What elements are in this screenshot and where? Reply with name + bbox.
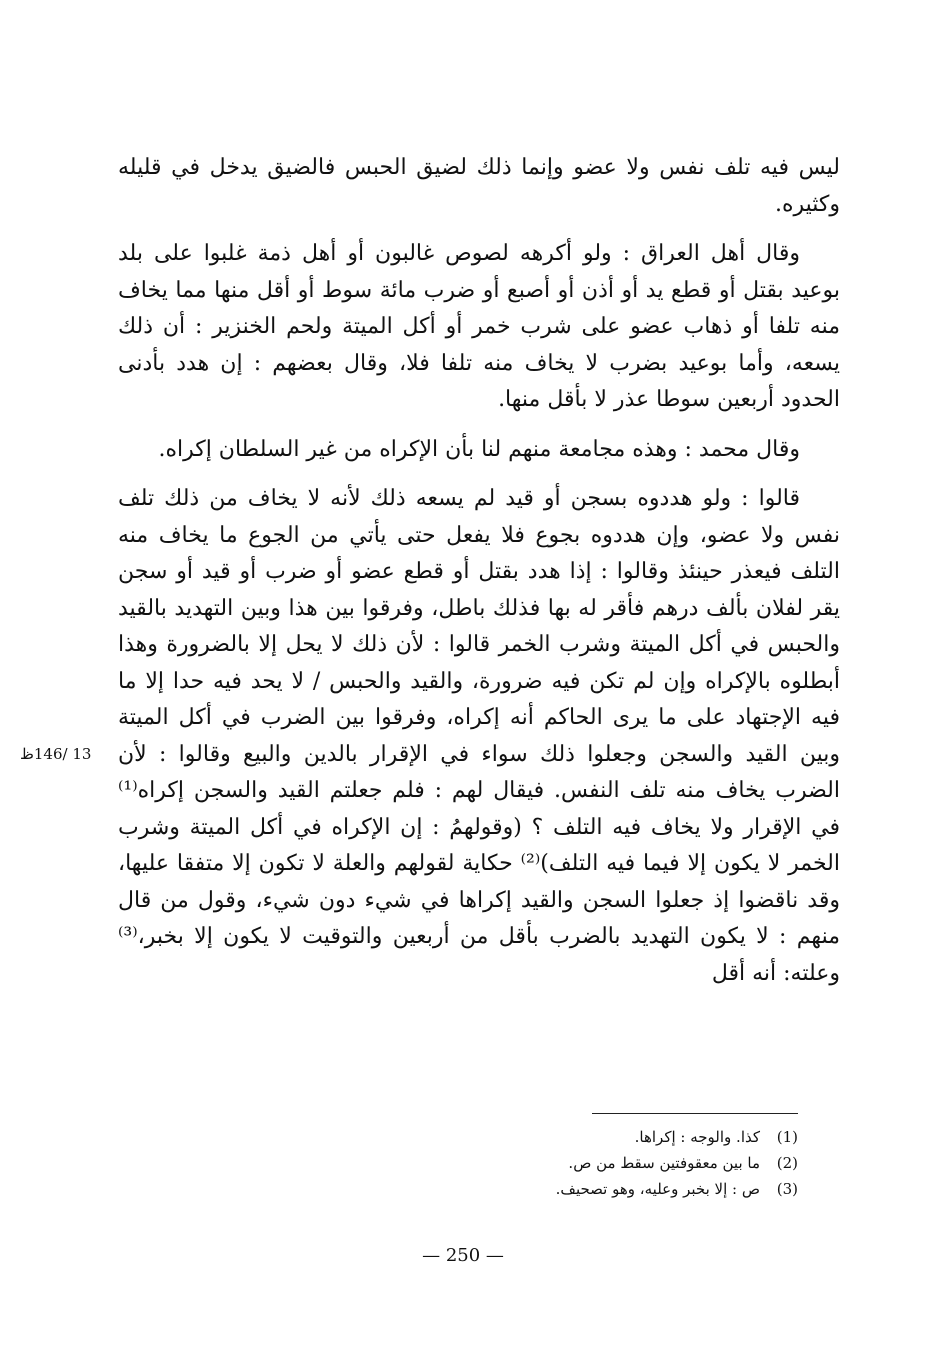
- footnote-2: [380, 1150, 798, 1176]
- main-text: [118, 150, 840, 1005]
- manuscript-folio-reference: 13 /146ظ: [20, 745, 92, 763]
- footnote-text: كذا. والوجه : إكراها.: [634, 1128, 760, 1146]
- paragraph-1: ليس فيه تلف نفس ولا عضو وإنما ذلك لضيق الحبس فالضيق يدخل في قليله وكثيره.: [118, 155, 840, 217]
- paragraph-4: قالوا : ولو هددوه بسجن أو قيد لم يسعه ذلك لأنه لا يخاف من ذلك تلف نفس ولا عضو، وإن هددوه بجوع فلا يفعل حتى يأتي من الجوع ما يخاف منه التلف فيعذر حينئذ وقالوا : إذا هدد بقتل أو قطع عضو أو ضرب أو قيد أو سجن يقر لفلان بألف درهم فأقر له بها فذلك باطل، وفرقوا بين هذا وبين التهديد بالقيد والحبس في أكل الميتة وشرب الخمر قالوا : لأن ذلك لا يحل إلا بالضرورة وهذا أبطلوه بالإكراه وإن لم تكن فيه ضرورة، والقيد والحبس / لا يحد فيه حدا إلا ما فيه الإجتهاد على ما يرى الحاكم أنه إكراه، وفرقوا بين الضرب في أكل الميتة وبين القيد والسجن وجعلوا ذلك سواء في الإقرار بالدين والبيع وقالوا : لأن الضرب يخاف منه تلف النفس. فيقال لهم : فلم جعلتم القيد والسجن إكراه⁽¹⁾ في الإقرار ولا يخاف فيه التلف ؟ (وقولهمُ : إن الإكراه في أكل الميتة وشرب الخمر لا يكون إلا فيما فيه التلف)⁽²⁾ حكاية لقولهم والعلة لا تكون إلا متفقا عليها، وقد ناقضوا إذ جعلوا السجن والقيد إكراها في شيء دون شيء، وقول من قال منهم : لا يكون التهديد بالضرب بأقل من أربعين والتوقيت لا يكون إلا بخبر،⁽³⁾ وعلته: أنه أقل: [118, 486, 840, 986]
- footnote-3: [380, 1176, 798, 1202]
- paragraph-3: وقال محمد : وهذه مجامعة منهم لنا بأن الإكراه من غير السلطان إكراه.: [158, 436, 800, 462]
- page-number: — 250 —: [422, 1245, 504, 1266]
- footnotes: [380, 1124, 798, 1202]
- footnote-number: (3): [776, 1180, 798, 1198]
- footnote-number: (1): [776, 1128, 798, 1146]
- footnote-1: [380, 1124, 798, 1150]
- footnote-number: (2): [776, 1154, 798, 1172]
- footnote-text: ما بين معقوفتين سقط من ص.: [568, 1154, 760, 1172]
- footnote-divider: [592, 1113, 798, 1114]
- paragraph-2: وقال أهل العراق : ولو أكرهه لصوص غالبون أو أهل ذمة غلبوا على بلد بوعيد بقتل أو قطع يد أو أذن أو أصبع أو ضرب مائة سوط أو أقل منها مما يخاف منه تلفا أو ذهاب عضو على شرب خمر أو أكل الميتة ولحم الخنزير : أن ذلك يسعه، وأما بوعيد بضرب لا يخاف منه تلفا فلا، وقال بعضهم : إن هدد بأدنى الحدود أربعين سوطا عذر لا بأقل منها.: [118, 241, 840, 412]
- footnote-text: ص : إلا بخبر وعليه، وهو تصحيف.: [555, 1180, 760, 1198]
